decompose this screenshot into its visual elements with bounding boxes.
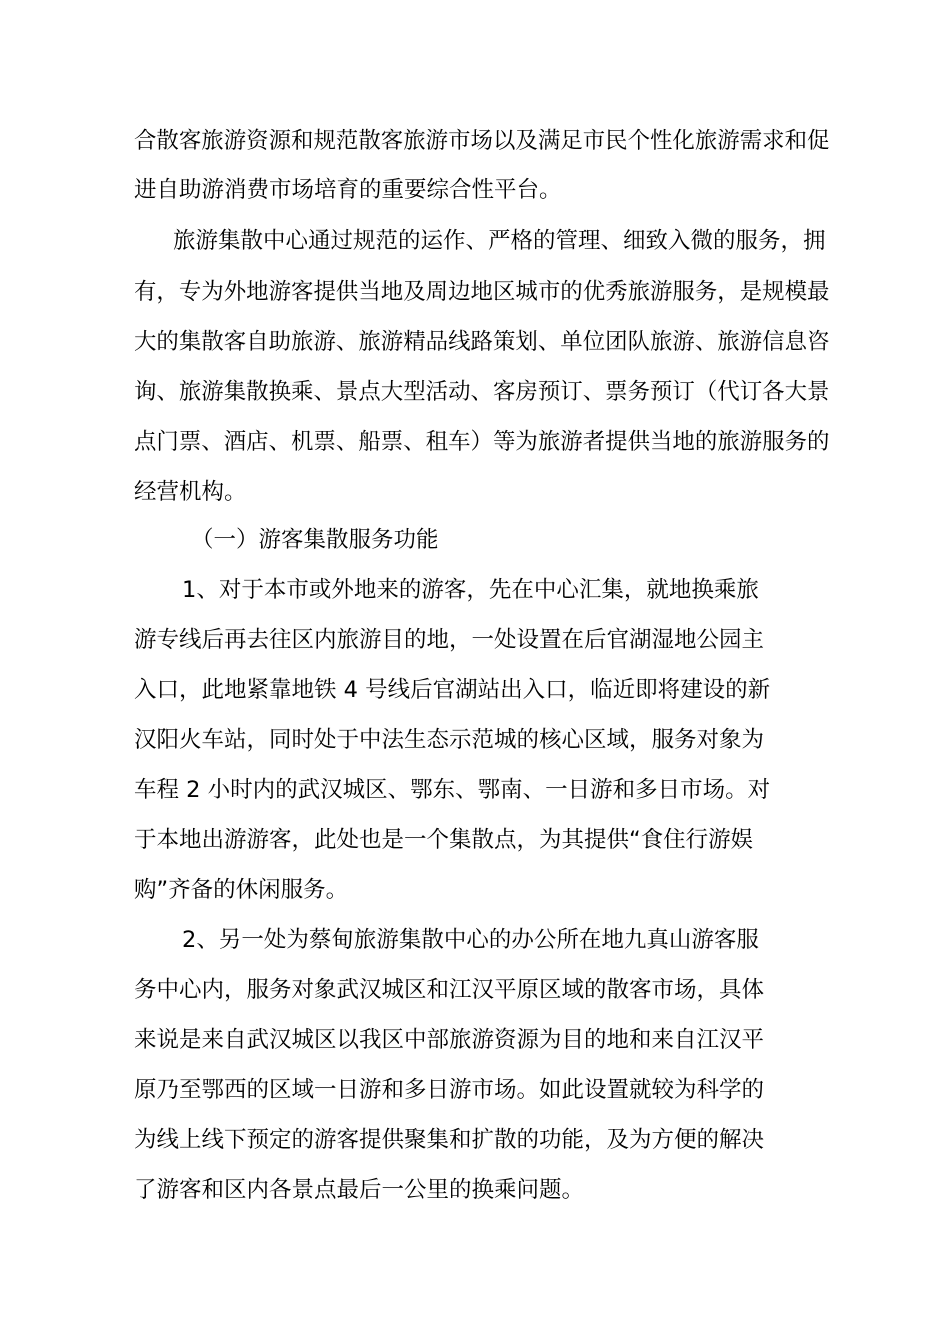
center-paragraph-line-2: 有，专为外地游客提供当地及周边地区城市的优秀旅游服务，是规模最 [134,279,830,305]
item-1-line-4: 汉阳火车站，同时处于中法生态示范城的核心区域，服务对象为 [134,727,765,753]
center-paragraph-line-4: 询、旅游集散换乘、景点大型活动、客房预订、票务预订（代订各大景 [134,379,830,405]
item-1-line-1: 1、对于本市或外地来的游客，先在中心汇集，就地换乘旅 [182,577,759,603]
item-2-line-4: 原乃至鄂西的区域一日游和多日游市场。如此设置就较为科学的 [134,1077,765,1103]
intro-line-1: 合散客旅游资源和规范散客旅游市场以及满足市民个性化旅游需求和促 [134,128,830,154]
section-heading: （一）游客集散服务功能 [191,527,439,553]
item-2-line-6: 了游客和区内各景点最后一公里的换乘问题。 [134,1177,585,1203]
intro-line-2: 进自助游消费市场培育的重要综合性平台。 [134,177,562,203]
item-1-line-5: 车程 2 小时内的武汉城区、鄂东、鄂南、一日游和多日市场。对 [134,777,771,803]
item-2-line-5: 为线上线下预定的游客提供聚集和扩散的功能，及为方便的解决 [134,1127,765,1153]
center-paragraph-line-3: 大的集散客自助旅游、旅游精品线路策划、单位团队旅游、旅游信息咨 [134,329,830,355]
item-1-line-7: 购”齐备的休闲服务。 [134,877,349,903]
item-1-line-3: 入口，此地紧靠地铁 4 号线后官湖站出入口，临近即将建设的新 [134,677,771,703]
item-1-line-2: 游专线后再去往区内旅游目的地，一处设置在后官湖湿地公园主 [134,627,765,653]
item-1-line-6: 于本地出游游客，此处也是一个集散点，为其提供“食住行游娱 [134,827,754,853]
center-paragraph-line-1: 旅游集散中心通过规范的运作、严格的管理、细致入微的服务，拥 [173,228,826,254]
center-paragraph-line-5: 点门票、酒店、机票、船票、租车）等为旅游者提供当地的旅游服务的 [134,429,830,455]
center-paragraph-line-6: 经营机构。 [134,479,247,505]
item-2-line-2: 务中心内，服务对象武汉城区和江汉平原区域的散客市场，具体 [134,977,765,1003]
item-2-line-1: 2、另一处为蔡甸旅游集散中心的办公所在地九真山游客服 [182,927,759,953]
item-2-line-3: 来说是来自武汉城区以我区中部旅游资源为目的地和来自江汉平 [134,1027,765,1053]
